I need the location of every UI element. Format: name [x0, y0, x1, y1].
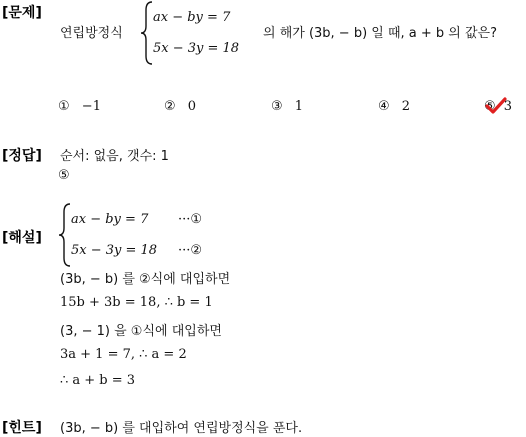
- option-4-number: ④: [378, 99, 390, 114]
- option-5-value: 3: [503, 99, 513, 114]
- answer-line-2: ⑤: [58, 168, 70, 183]
- hint-text: (3b, − b) 를 대입하여 연립방정식을 푼다.: [60, 421, 303, 436]
- answer-label: [정답]: [2, 148, 42, 164]
- solution-step-2: 15b + 3b = 18, ∴ b = 1: [60, 295, 213, 310]
- option-4[interactable]: [378, 99, 410, 114]
- solution-brace: [58, 202, 72, 268]
- solution-equation-1-tag: ···①: [178, 212, 203, 227]
- option-1-number: ①: [58, 99, 70, 114]
- solution-step-5: ∴ a + b = 3: [60, 373, 136, 388]
- option-3-value: 1: [294, 99, 304, 114]
- solution-step-3: (3, − 1) 을 ①식에 대입하면: [60, 324, 222, 339]
- system-brace: [140, 0, 154, 66]
- option-5-number: ⑤: [484, 99, 496, 114]
- option-1[interactable]: [58, 99, 101, 114]
- option-4-value: 2: [401, 99, 411, 114]
- solution-equation-2: 5x − 3y = 18: [71, 243, 158, 258]
- option-1-value: −1: [81, 99, 101, 114]
- option-2-value: 0: [187, 99, 197, 114]
- answer-line-1: 순서: 없음, 갯수: 1: [60, 149, 169, 164]
- solution-step-1: (3b, − b) 를 ②식에 대입하면: [60, 272, 231, 287]
- option-3[interactable]: [271, 99, 303, 114]
- option-2-number: ②: [164, 99, 176, 114]
- solution-step-4: 3a + 1 = 7, ∴ a = 2: [60, 347, 187, 362]
- solution-label: [해설]: [2, 230, 42, 246]
- problem-equation-1: ax − by = 7: [153, 10, 231, 25]
- hint-label: [힌트]: [2, 420, 42, 436]
- problem-intro: 연립방정식: [60, 26, 123, 41]
- problem-question: 의 해가 (3b, − b) 일 때, a + b 의 값은?: [263, 26, 498, 41]
- problem-equation-2: 5x − 3y = 18: [153, 41, 240, 56]
- option-3-number: ③: [271, 99, 283, 114]
- problem-label: [문제]: [2, 5, 42, 21]
- option-2[interactable]: [164, 99, 196, 114]
- solution-equation-1: ax − by = 7: [71, 212, 149, 227]
- checkmark-icon: [485, 97, 507, 119]
- solution-equation-2-tag: ···②: [178, 243, 203, 258]
